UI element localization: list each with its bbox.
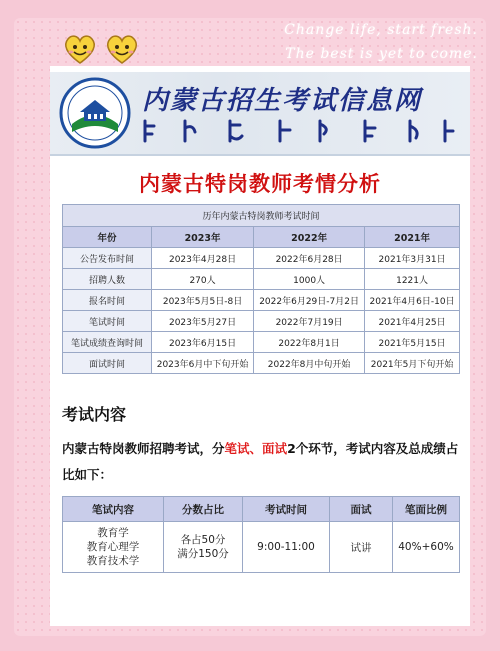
ratio-cell: 40%+60% bbox=[393, 522, 460, 573]
row-label: 公告发布时间 bbox=[63, 248, 152, 269]
table-cell: 270人 bbox=[152, 269, 254, 290]
table-row bbox=[63, 332, 460, 353]
paragraph-text: 2个环节，考试内容及总成绩占比如下： bbox=[62, 441, 459, 482]
subject-item: 教育学 bbox=[97, 527, 129, 539]
site-banner bbox=[50, 72, 470, 156]
table-row bbox=[63, 248, 460, 269]
column-header: 笔试内容 bbox=[63, 497, 164, 522]
table-cell: 2021年3月31日 bbox=[365, 248, 460, 269]
table-cell: 2022年6月29日-7月2日 bbox=[254, 290, 365, 311]
highlight-interview: 面试 bbox=[262, 441, 288, 456]
smiley-heart-icon bbox=[104, 33, 140, 65]
section-paragraph bbox=[62, 436, 462, 488]
highlight-written-exam: 笔试 bbox=[224, 441, 250, 456]
site-title: 内蒙古招生考试信息网 bbox=[142, 86, 423, 116]
subject-item: 教育心理学 bbox=[86, 541, 140, 553]
column-header: 2023年 bbox=[152, 227, 254, 248]
table-cell: 2023年4月28日 bbox=[152, 248, 254, 269]
table-row bbox=[63, 311, 460, 332]
row-label: 招聘人数 bbox=[63, 269, 152, 290]
row-label: 报名时间 bbox=[63, 290, 152, 311]
mongolian-script-decoration bbox=[140, 116, 460, 146]
table-cell: 2022年8月中旬开始 bbox=[254, 353, 365, 374]
table-cell: 2021年5月15日 bbox=[365, 332, 460, 353]
smiley-heart-icon bbox=[62, 33, 98, 65]
table-row bbox=[63, 522, 460, 573]
exam-time-cell: 9:00-11:00 bbox=[243, 522, 330, 573]
row-label: 笔试时间 bbox=[63, 311, 152, 332]
score-share-cell bbox=[164, 522, 243, 573]
site-logo-icon bbox=[58, 76, 132, 150]
table-cell: 2021年4月6日-10日 bbox=[365, 290, 460, 311]
table-cell: 2022年6月28日 bbox=[254, 248, 365, 269]
table-cell: 1221人 bbox=[365, 269, 460, 290]
score-item: 各占50分 bbox=[180, 534, 226, 546]
column-header: 2022年 bbox=[254, 227, 365, 248]
table-cell: 2023年5月5日-8日 bbox=[152, 290, 254, 311]
table-cell: 2022年7月19日 bbox=[254, 311, 365, 332]
column-header: 年份 bbox=[63, 227, 152, 248]
table-row bbox=[63, 353, 460, 374]
document-page bbox=[50, 66, 470, 626]
row-label: 笔试成绩查询时间 bbox=[63, 332, 152, 353]
row-label: 面试时间 bbox=[63, 353, 152, 374]
slogan-line-2: The best is yet to come. bbox=[285, 46, 478, 62]
column-header: 2021年 bbox=[365, 227, 460, 248]
table-cell: 2023年6月15日 bbox=[152, 332, 254, 353]
table-cell: 2023年5月27日 bbox=[152, 311, 254, 332]
paragraph-text: 内蒙古特岗教师招聘考试，分 bbox=[62, 441, 225, 456]
table-cell: 2023年6月中下旬开始 bbox=[152, 353, 254, 374]
table-cell: 2021年5月下旬开始 bbox=[365, 353, 460, 374]
table-caption: 历年内蒙古特岗教师考试时间 bbox=[63, 205, 460, 227]
table-cell: 2022年8月1日 bbox=[254, 332, 365, 353]
exam-content-table bbox=[62, 496, 460, 573]
exam-schedule-table bbox=[62, 204, 460, 374]
score-item: 满分150分 bbox=[177, 548, 229, 560]
column-header: 笔面比例 bbox=[393, 497, 460, 522]
table-row bbox=[63, 290, 460, 311]
column-header: 分数占比 bbox=[164, 497, 243, 522]
page-headline: 内蒙古特岗教师考情分析 bbox=[139, 172, 381, 196]
section-title: 考试内容 bbox=[62, 405, 127, 424]
highlight-separator: 、 bbox=[249, 441, 263, 456]
exam-subjects-cell bbox=[63, 522, 164, 573]
column-header: 面试 bbox=[330, 497, 393, 522]
interview-cell: 试讲 bbox=[330, 522, 393, 573]
slogan-line-1: Change life, start fresh. bbox=[284, 22, 478, 38]
subject-item: 教育技术学 bbox=[86, 555, 140, 567]
table-cell: 1000人 bbox=[254, 269, 365, 290]
column-header: 考试时间 bbox=[243, 497, 330, 522]
table-cell: 2021年4月25日 bbox=[365, 311, 460, 332]
table-row bbox=[63, 269, 460, 290]
